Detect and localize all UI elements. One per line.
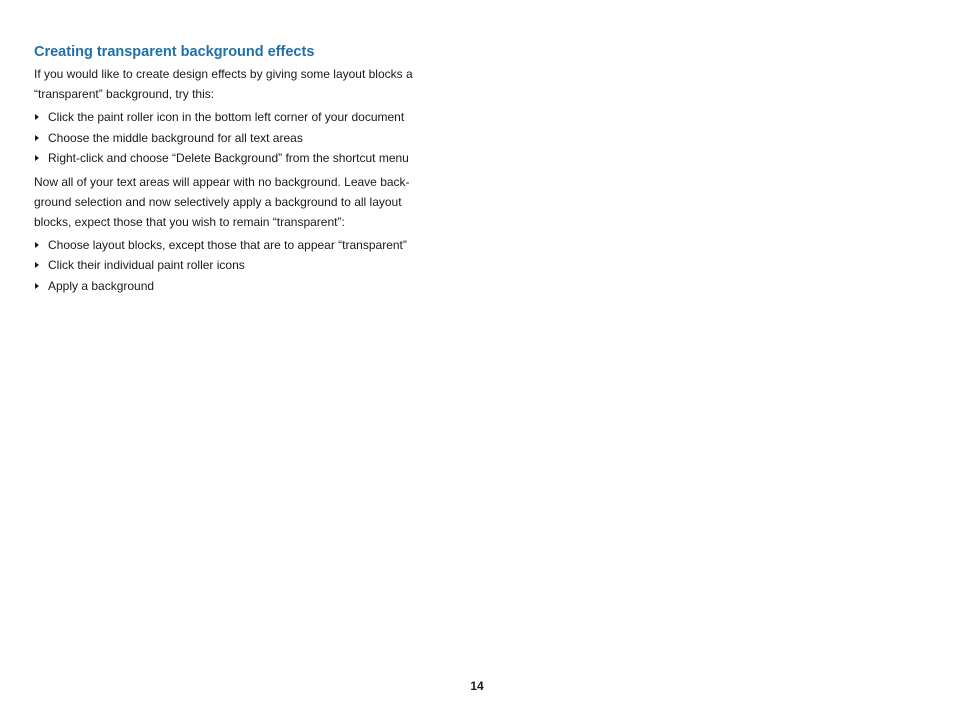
- intro-line: “transparent” background, try this:: [34, 87, 215, 101]
- list-item-text: Apply a background: [48, 278, 155, 293]
- list-item-text: Choose layout blocks, except those that are to appear “transparent”: [48, 237, 407, 252]
- triangle-bullet-icon: [35, 135, 39, 141]
- list-item: [34, 276, 444, 297]
- list-item: [34, 255, 444, 276]
- triangle-bullet-icon: [35, 242, 39, 248]
- middle-line: Now all of your text areas will appear with no background. Leave back-: [34, 174, 410, 189]
- middle-line: blocks, expect those that you wish to remain “transparent”:: [34, 214, 345, 229]
- list-item: [34, 128, 444, 149]
- list-item: [34, 148, 444, 169]
- list-item-text: Click the paint roller icon in the bottom left corner of your document: [48, 110, 405, 124]
- list-item: [34, 235, 444, 256]
- list-item-text: Choose the middle background for all text areas: [48, 130, 303, 145]
- document-body: [34, 42, 444, 299]
- list-item: [34, 107, 444, 128]
- list-item-text: Right-click and choose “Delete Background” from the shortcut menu: [48, 151, 409, 165]
- intro-paragraph: [34, 64, 444, 104]
- triangle-bullet-icon: [35, 283, 39, 289]
- steps-list-1: [34, 107, 444, 169]
- triangle-bullet-icon: [35, 155, 39, 161]
- triangle-bullet-icon: [35, 262, 39, 268]
- middle-paragraph: [34, 172, 444, 232]
- middle-line: ground selection and now selectively apply a background to all layout: [34, 194, 402, 209]
- list-item-text: Click their individual paint roller icons: [48, 258, 245, 272]
- intro-line: If you would like to create design effects by giving some layout blocks a: [34, 67, 413, 81]
- page-number: 14: [470, 679, 484, 693]
- section-heading: Creating transparent background effects: [34, 44, 315, 60]
- steps-list-2: [34, 235, 444, 297]
- triangle-bullet-icon: [35, 114, 39, 120]
